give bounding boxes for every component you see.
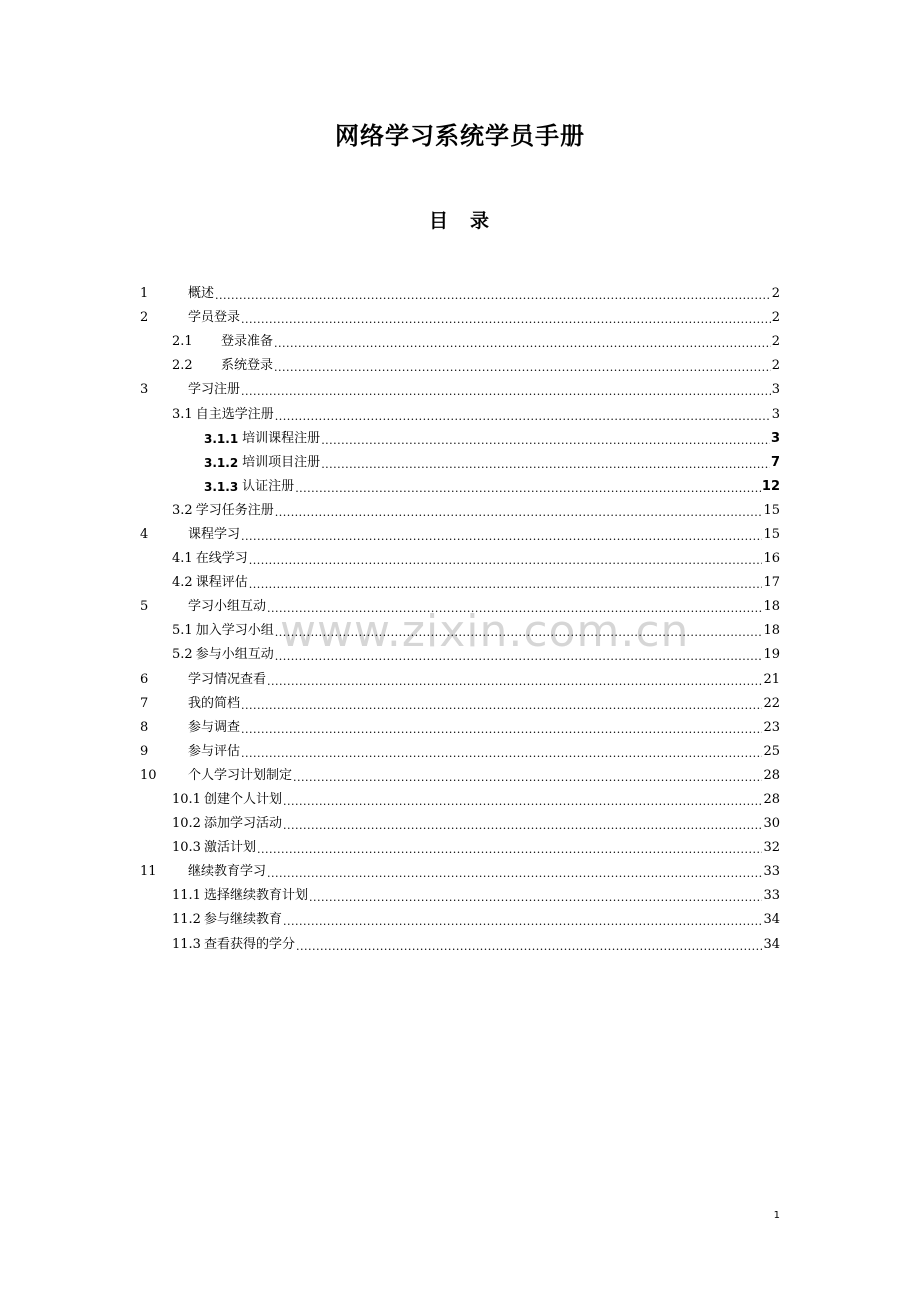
toc-entry-number: 5.1 — [172, 623, 193, 639]
toc-entry-number: 11.3 — [172, 936, 201, 952]
toc-entry[interactable] — [140, 451, 780, 475]
toc-entry-page: 16 — [763, 551, 780, 567]
dot-leader — [309, 884, 762, 908]
toc-entry-number: 5.2 — [172, 647, 193, 663]
toc-entry[interactable] — [140, 595, 780, 619]
toc-entry-title: 培训项目注册 — [242, 454, 321, 470]
toc-entry-page: 28 — [763, 767, 780, 783]
toc-entry[interactable] — [140, 619, 780, 643]
dot-leader — [241, 523, 762, 547]
toc-entry[interactable] — [140, 668, 780, 692]
toc-entry-page: 12 — [761, 478, 780, 494]
toc-entry-number: 3.1.1 — [204, 431, 239, 446]
page-number: 1 — [773, 1210, 780, 1221]
toc-entry-title: 培训课程注册 — [242, 430, 321, 446]
toc-entry[interactable] — [140, 306, 780, 330]
toc-entry-title: 学习注册 — [188, 382, 241, 398]
toc-entry-title: 加入学习小组 — [195, 623, 274, 639]
toc-entry[interactable] — [140, 499, 780, 523]
toc-entry-title: 我的简档 — [188, 695, 241, 711]
toc-entry-number: 3.1.3 — [204, 479, 239, 494]
toc-entry[interactable] — [140, 427, 780, 451]
dot-leader — [267, 860, 762, 884]
toc-entry-number: 6 — [140, 671, 149, 687]
toc-entry-number: 10.2 — [172, 816, 201, 832]
toc-entry-number: 4.2 — [172, 575, 193, 591]
toc-entry-number: 11.1 — [172, 888, 201, 904]
toc-entry-number: 3.1.2 — [204, 455, 239, 470]
toc-entry-page: 33 — [763, 864, 780, 880]
toc-entry-title: 学习情况查看 — [188, 671, 267, 687]
toc-entry-number: 2 — [140, 310, 149, 326]
dot-leader — [241, 692, 762, 716]
toc-entry[interactable] — [140, 354, 780, 378]
toc-entry-number: 2.2 — [172, 358, 193, 374]
dot-leader — [241, 716, 762, 740]
toc-entry-page: 15 — [763, 526, 780, 542]
toc-entry-title: 参与评估 — [188, 743, 241, 759]
toc-entry[interactable] — [140, 571, 780, 595]
dot-leader — [249, 547, 763, 571]
toc-entry-number: 10.3 — [172, 840, 201, 856]
dot-leader — [321, 427, 770, 451]
toc-entry-title: 概述 — [188, 286, 215, 302]
dot-leader — [283, 908, 762, 932]
toc-entry[interactable] — [140, 282, 780, 306]
toc-entry-number: 10.1 — [172, 792, 201, 808]
toc-entry-number: 3.1 — [172, 406, 193, 422]
toc-entry-page: 7 — [770, 454, 780, 470]
toc-entry-number: 9 — [140, 743, 149, 759]
dot-leader — [283, 812, 762, 836]
dot-leader — [293, 764, 762, 788]
toc-entry-page: 3 — [771, 406, 780, 422]
toc-entry-page: 18 — [763, 623, 780, 639]
toc-entry-number: 11.2 — [172, 912, 201, 928]
watermark-text: www.zixin.com.cn — [280, 606, 690, 657]
toc-entry[interactable] — [140, 764, 780, 788]
toc-entry-title: 课程评估 — [195, 575, 248, 591]
toc-entry[interactable] — [140, 402, 780, 426]
toc-entry-number: 2.1 — [172, 334, 193, 350]
toc-entry[interactable] — [140, 860, 780, 884]
toc-entry-number: 1 — [140, 286, 149, 302]
toc-entry-title: 在线学习 — [195, 551, 248, 567]
dot-leader — [275, 619, 763, 643]
toc-entry-title: 系统登录 — [221, 358, 274, 374]
toc-entry-title: 课程学习 — [188, 526, 241, 542]
toc-entry-page: 21 — [763, 671, 780, 687]
toc-entry-number: 7 — [140, 695, 149, 711]
toc-entry-page: 22 — [763, 695, 780, 711]
toc-entry-number: 11 — [140, 864, 157, 880]
toc-entry[interactable] — [140, 475, 780, 499]
toc-entry[interactable] — [140, 812, 780, 836]
toc-entry-page: 30 — [763, 816, 780, 832]
dot-leader — [275, 403, 771, 427]
table-of-contents — [140, 282, 780, 957]
dot-leader — [241, 740, 762, 764]
toc-entry-title: 参与调查 — [188, 719, 241, 735]
toc-entry-number: 8 — [140, 719, 149, 735]
toc-entry-title: 创建个人计划 — [203, 792, 282, 808]
toc-entry-page: 18 — [763, 599, 780, 615]
toc-entry[interactable] — [140, 692, 780, 716]
toc-entry[interactable] — [140, 643, 780, 667]
toc-entry[interactable] — [140, 378, 780, 402]
toc-entry-title: 个人学习计划制定 — [188, 767, 293, 783]
dot-leader — [321, 451, 770, 475]
toc-heading-char-2: 录 — [470, 210, 492, 232]
dot-leader — [249, 571, 763, 595]
toc-entry-number: 3 — [140, 382, 149, 398]
dot-leader — [267, 668, 762, 692]
toc-entry-page: 2 — [771, 334, 780, 350]
toc-entry-page: 23 — [763, 719, 780, 735]
toc-entry-number: 4 — [140, 526, 149, 542]
toc-entry-number: 5 — [140, 599, 149, 615]
toc-entry-page: 2 — [771, 310, 780, 326]
toc-entry-title: 自主选学注册 — [195, 406, 274, 422]
toc-entry-title: 参与继续教育 — [203, 912, 282, 928]
toc-entry-number: 10 — [140, 767, 157, 783]
toc-entry[interactable] — [140, 933, 780, 957]
dot-leader — [241, 306, 771, 330]
toc-entry[interactable] — [140, 716, 780, 740]
dot-leader — [275, 499, 763, 523]
toc-entry[interactable] — [140, 788, 780, 812]
document-title: 网络学习系统学员手册 — [335, 122, 585, 150]
dot-leader — [283, 788, 762, 812]
dot-leader — [296, 933, 762, 957]
toc-entry[interactable] — [140, 836, 780, 860]
toc-entry-title: 学习任务注册 — [195, 502, 274, 518]
toc-entry[interactable] — [140, 740, 780, 764]
toc-entry-page: 3 — [770, 430, 780, 446]
toc-entry-number: 4.1 — [172, 551, 193, 567]
toc-entry-page: 3 — [771, 382, 780, 398]
dot-leader — [267, 595, 762, 619]
toc-entry[interactable] — [140, 908, 780, 932]
toc-entry-title: 添加学习活动 — [203, 816, 282, 832]
toc-entry-title: 查看获得的学分 — [203, 936, 295, 952]
toc-entry-page: 34 — [763, 936, 780, 952]
toc-heading-char-1: 目 — [428, 210, 450, 232]
toc-entry-title: 继续教育学习 — [188, 864, 267, 880]
toc-entry-title: 登录准备 — [221, 334, 274, 350]
toc-entry-title: 选择继续教育计划 — [203, 888, 308, 904]
toc-entry-title: 认证注册 — [242, 478, 295, 494]
dot-leader — [257, 836, 762, 860]
toc-entry[interactable] — [140, 330, 780, 354]
dot-leader — [215, 282, 771, 306]
dot-leader — [275, 643, 763, 667]
toc-entry[interactable] — [140, 523, 780, 547]
dot-leader — [274, 330, 771, 354]
toc-entry-number: 3.2 — [172, 502, 193, 518]
toc-entry-page: 28 — [763, 792, 780, 808]
toc-entry[interactable] — [140, 884, 780, 908]
dot-leader — [241, 378, 771, 402]
toc-entry-title: 学员登录 — [188, 310, 241, 326]
toc-entry-page: 2 — [771, 286, 780, 302]
toc-entry-title: 激活计划 — [203, 840, 256, 856]
toc-entry-title: 参与小组互动 — [195, 647, 274, 663]
toc-entry-page: 2 — [771, 358, 780, 374]
dot-leader — [295, 475, 761, 499]
toc-entry-page: 17 — [763, 575, 780, 591]
toc-entry-page: 33 — [763, 888, 780, 904]
toc-entry-page: 34 — [763, 912, 780, 928]
toc-entry-page: 19 — [763, 647, 780, 663]
toc-heading — [0, 206, 920, 233]
toc-entry-page: 15 — [763, 502, 780, 518]
toc-entry[interactable] — [140, 547, 780, 571]
toc-entry-page: 25 — [763, 743, 780, 759]
toc-entry-title: 学习小组互动 — [188, 599, 267, 615]
toc-entry-page: 32 — [763, 840, 780, 856]
dot-leader — [274, 354, 771, 378]
